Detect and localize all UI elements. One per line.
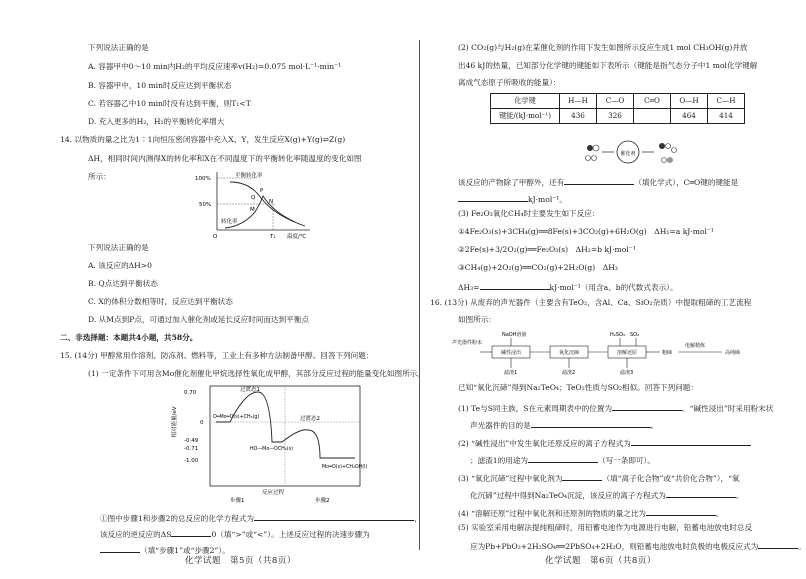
q14-y-title: 转化率: [221, 219, 238, 225]
q16-part5-line2: 应为Pb+PbO₂+2H₂SO₄══2PbSO₄+2H₂O，则铅蓄电池放电时负极的电极反应式为 。: [470, 542, 806, 551]
flow-node-2: 氧化沉碲: [558, 350, 580, 356]
flow-node-6: 高纯碲: [725, 350, 741, 356]
q15-answer-blank-1[interactable]: [254, 512, 414, 521]
flow-residue-2: 滤渣3: [620, 370, 634, 376]
q13-option-c: C. 若容器乙中10 min时没有达到平衡，则T₁<T: [88, 99, 251, 108]
q14-line3: 所示：: [88, 172, 111, 181]
bond-table-header-row: [491, 94, 745, 109]
bond-table-header-5: C—H: [708, 94, 745, 109]
bond-table-header-3: C═O: [634, 94, 671, 109]
bond-table-value-4: 414: [708, 109, 745, 124]
q15-answer-blank-2[interactable]: [171, 528, 211, 537]
bond-table-value-3: 464: [671, 109, 708, 124]
q15-part2-answer-line2: kJ·mol⁻¹。: [458, 193, 567, 205]
q14-y-tick-50: 50%: [199, 202, 212, 208]
q14-x-tick: T₁: [270, 234, 276, 240]
q13-option-b: B. 容器甲中，10 min时反应达到平衡状态: [88, 81, 232, 90]
q16-part1-line1: (1) Te与S同主族，S在元素周期表中的位置为 。“碱性浸出”时采用粉末状: [458, 404, 774, 413]
section-heading: 二、非选择题：本题共4小题，共58分。: [60, 333, 198, 342]
flow-reagent-2: SO₂: [630, 332, 640, 338]
flow-node-4: 粗碲: [662, 350, 673, 356]
flow-reagent-1: H₂SO₄: [610, 332, 625, 338]
bond-table-header-1: H—H: [560, 94, 597, 109]
left-page: [60, 0, 425, 579]
catalyst-reaction-figure: [570, 134, 690, 170]
bond-table-value-row: [491, 109, 745, 124]
q15-bond-energy-blank[interactable]: [458, 193, 528, 202]
q16-ionic-eq-blank[interactable]: [631, 437, 751, 446]
q15-part2-line3: 离成气态原子所吸收的能量）：: [458, 78, 561, 87]
flow-nodes: [452, 331, 740, 376]
q16-position-blank[interactable]: [612, 402, 682, 411]
q15-dh3-line: ΔH₃= kJ·mol⁻¹（用含a、b的代数式表示）。: [458, 283, 678, 292]
q16-stem-line2: 如图所示：: [458, 315, 496, 324]
q16-oxidant-blank[interactable]: [562, 472, 602, 481]
q16-purpose-blank[interactable]: [531, 419, 651, 428]
q15-y-tick-0.49: -0.49: [184, 438, 199, 444]
q15-ts2: 过渡态2: [300, 416, 320, 422]
q16-sediment-eq-blank[interactable]: [666, 489, 736, 498]
page-divider: [419, 40, 420, 550]
q14-point-m: M: [250, 207, 255, 213]
q15-sub1-line2: 该反应的逆反应的ΔS 0（填“>”或“<”）。上述反应过程的决速步骤为: [100, 530, 370, 539]
q15-part2-line2: 出46 kJ的热量，已知部分化学键的键能如下表所示（键能是指气态分子中1 mol化学键解: [458, 61, 758, 70]
q15-y-tick-0.71: -0.71: [184, 446, 199, 452]
q16-process-flow: [450, 328, 770, 378]
bond-table-value-2: [634, 109, 671, 124]
left-footer: 化学试题 第5页（共8页）: [185, 556, 296, 566]
q13-stem: 下列说法正确的是: [88, 43, 149, 52]
bond-table-header-4: O—H: [671, 94, 708, 109]
flow-node-0: 声光器件粉末: [452, 340, 483, 346]
q15-reaction-3: ③CH₄(g)+2O₂(g)══CO₂(g)+2H₂O(g) ΔH₃: [458, 263, 618, 272]
flow-reagent-0: NaOH溶液: [502, 332, 527, 338]
q14-stem: 下列说法正确的是: [88, 243, 149, 252]
q15-reaction-2: ②2Fe(s)+3/2O₂(g)══Fe₂O₃(s) ΔH₂=b kJ·mol⁻¹: [458, 245, 636, 254]
q14-option-a: A. 该反应的ΔH>0: [88, 261, 152, 270]
q14-curve-label: 平衡转化率: [235, 173, 263, 179]
q15-stem: 15. (14分) 甲醇常用作溶剂、防冻剂、燃料等，工业上有多种方法制备甲醇。回答下列问题：: [60, 351, 374, 360]
bond-table-row-label: 键能/(kJ·mol⁻¹): [491, 109, 560, 124]
q15-reaction-1: ①4Fe₂O₃(s)+3CH₄(g)══8Fe(s)+3CO₂(g)+6H₂O(g) ΔH₁=a kJ·mol⁻¹: [458, 227, 715, 236]
q15-part2-answer-line1: 该反应的产物除了甲醇外，还有 （填化学式），C═O键的键能是: [458, 178, 739, 187]
q16-known: 已知“氧化沉碲”得到Na₂TeO₄；TeO₂性质与SO₂相似。回答下列问题：: [458, 383, 698, 392]
q14-point-p: P: [260, 188, 264, 194]
q15-species-2: HO—Mo—OCH₃(s): [250, 447, 293, 452]
q14-origin: O: [213, 234, 218, 240]
q14-point-q: Q: [251, 195, 256, 201]
q16-part4: (4) “溶解还原”过程中氧化剂和还原剂的物质的量之比为 。: [458, 509, 724, 518]
q16-electrode-blank[interactable]: [758, 540, 798, 549]
q16-part3-line2: 化沉碲”过程中得到Na₂TeO₄沉淀，该反应的离子方程式为 。: [470, 491, 744, 500]
q13-option-a: A. 容器甲中0～10 min内H₂的平均反应速率v(H₂)=0.075 mol·L⁻¹·min⁻¹: [88, 62, 342, 71]
q16-part1-line2: 声光器件的目的是 。: [470, 421, 659, 430]
q15-part2-line1: (2) CO₂(g)与H₂(g)在某催化剂的作用下发生如图所示反应生成1 mol CH₃OH(g)并放: [458, 43, 748, 52]
q15-sub1-line1: ①图中步骤1和步骤2的总反应的化学方程式为 ，: [100, 514, 422, 523]
q14-point-n: N: [269, 199, 274, 205]
q15-part1: (1) 一定条件下可用含Mo催化剂催化甲烷选择性氧化成甲醇，其部分反应过程的能量变化如图所示。: [88, 369, 425, 378]
q14-figure: [195, 168, 315, 240]
q14-option-b: B. Q点达到平衡状态: [88, 279, 158, 288]
q15-species-3: Mo═O(s)+CH₃OH(l): [322, 465, 368, 470]
flow-node-3: 溶解还原: [616, 350, 638, 356]
q15-y-tick-0: 0: [200, 420, 204, 426]
q15-y-title: 相对能量/eV: [172, 406, 178, 438]
q16-ratio-blank[interactable]: [646, 507, 716, 516]
q15-answer-blank-3[interactable]: [100, 544, 140, 553]
catalyst-label: 催化剂: [620, 151, 636, 157]
q14-option-c: C. X的体积分数相等时，反应达到平衡状态: [88, 297, 233, 306]
flow-residue-0: 滤渣1: [504, 370, 518, 376]
q15-y-tick-1.00: -1.00: [184, 458, 199, 464]
q15-energy-figure: [170, 382, 370, 504]
flow-node-5: 电解精炼: [685, 343, 706, 349]
q15-x-title: 反应过程: [262, 490, 285, 496]
bond-table-value-0: 436: [560, 109, 597, 124]
q14-line2: ΔH，相同时间内测得X的转化率和X在不同温度下的平衡转化率随温度的变化如图: [88, 154, 362, 163]
q15-sub1-line3: （填“步骤1”或“步骤2”）。: [100, 544, 230, 556]
q13-option-d: D. 充入更多的H₂，H₂的平衡转化率增大: [88, 117, 225, 126]
q15-part3-stem: (3) Fe₂O₃氧化CH₄时主要发生如下反应：: [458, 209, 600, 218]
flow-node-1: 碱性浸出: [500, 350, 522, 356]
q14-x-title: 温度/℃: [287, 234, 307, 240]
q15-species-1: O═Mo═O(s)+CH₄(g): [213, 415, 260, 420]
q15-step1: 步骤1: [230, 498, 245, 504]
bond-table-header-2: C—O: [597, 94, 634, 109]
q15-ts1: 过渡态1: [240, 387, 260, 393]
q16-part2-line2: ；滤渣1的用途为 （写一条即可）。: [470, 456, 655, 465]
q15-y-tick-0.70: 0.70: [184, 390, 197, 396]
flow-residue-1: 滤渣2: [562, 370, 576, 376]
bond-energy-table: [490, 93, 745, 124]
right-footer: 化学试题 第6页（共8页）: [545, 556, 656, 566]
q15-product-blank[interactable]: [564, 176, 634, 185]
q15-step2: 步骤2: [315, 498, 330, 504]
q15-dh3-blank[interactable]: [480, 281, 550, 290]
q16-residue-use-blank[interactable]: [528, 454, 598, 463]
right-page: [430, 0, 806, 579]
bond-table-value-1: 326: [597, 109, 634, 124]
bond-table-header-0: 化学键: [491, 94, 560, 109]
q14-y-tick-100: 100%: [195, 176, 211, 182]
q14-line1: 14. 以物质的量之比为1∶1向恒压密闭容器中充入X、Y，发生反应X(g)+Y(g)⇌Z(g): [60, 135, 346, 144]
q16-stem-line1: 16. (13分) 从废弃的声光器件（主要含有TeO₂，含Al、Ca、SiO₂杂质）中提取粗碲的工艺流程: [430, 298, 752, 307]
q16-part5-line1: (5) 实验室采用电解法提纯粗碲时，用铅蓄电池作为电源进行电解，铅蓄电池放电时总反: [458, 523, 753, 532]
q16-part2-line1: (2) “碱性浸出”中发生氧化还原反应的离子方程式为: [458, 437, 751, 449]
q16-part3-line1: (3) “氧化沉碲”过程中氧化剂为 （填“离子化合物”或“共价化合物”），“氧: [458, 474, 740, 483]
q14-option-d: D. 从M点到P点，可通过加入催化剂或延长反应时间而达到平衡点: [88, 315, 309, 324]
